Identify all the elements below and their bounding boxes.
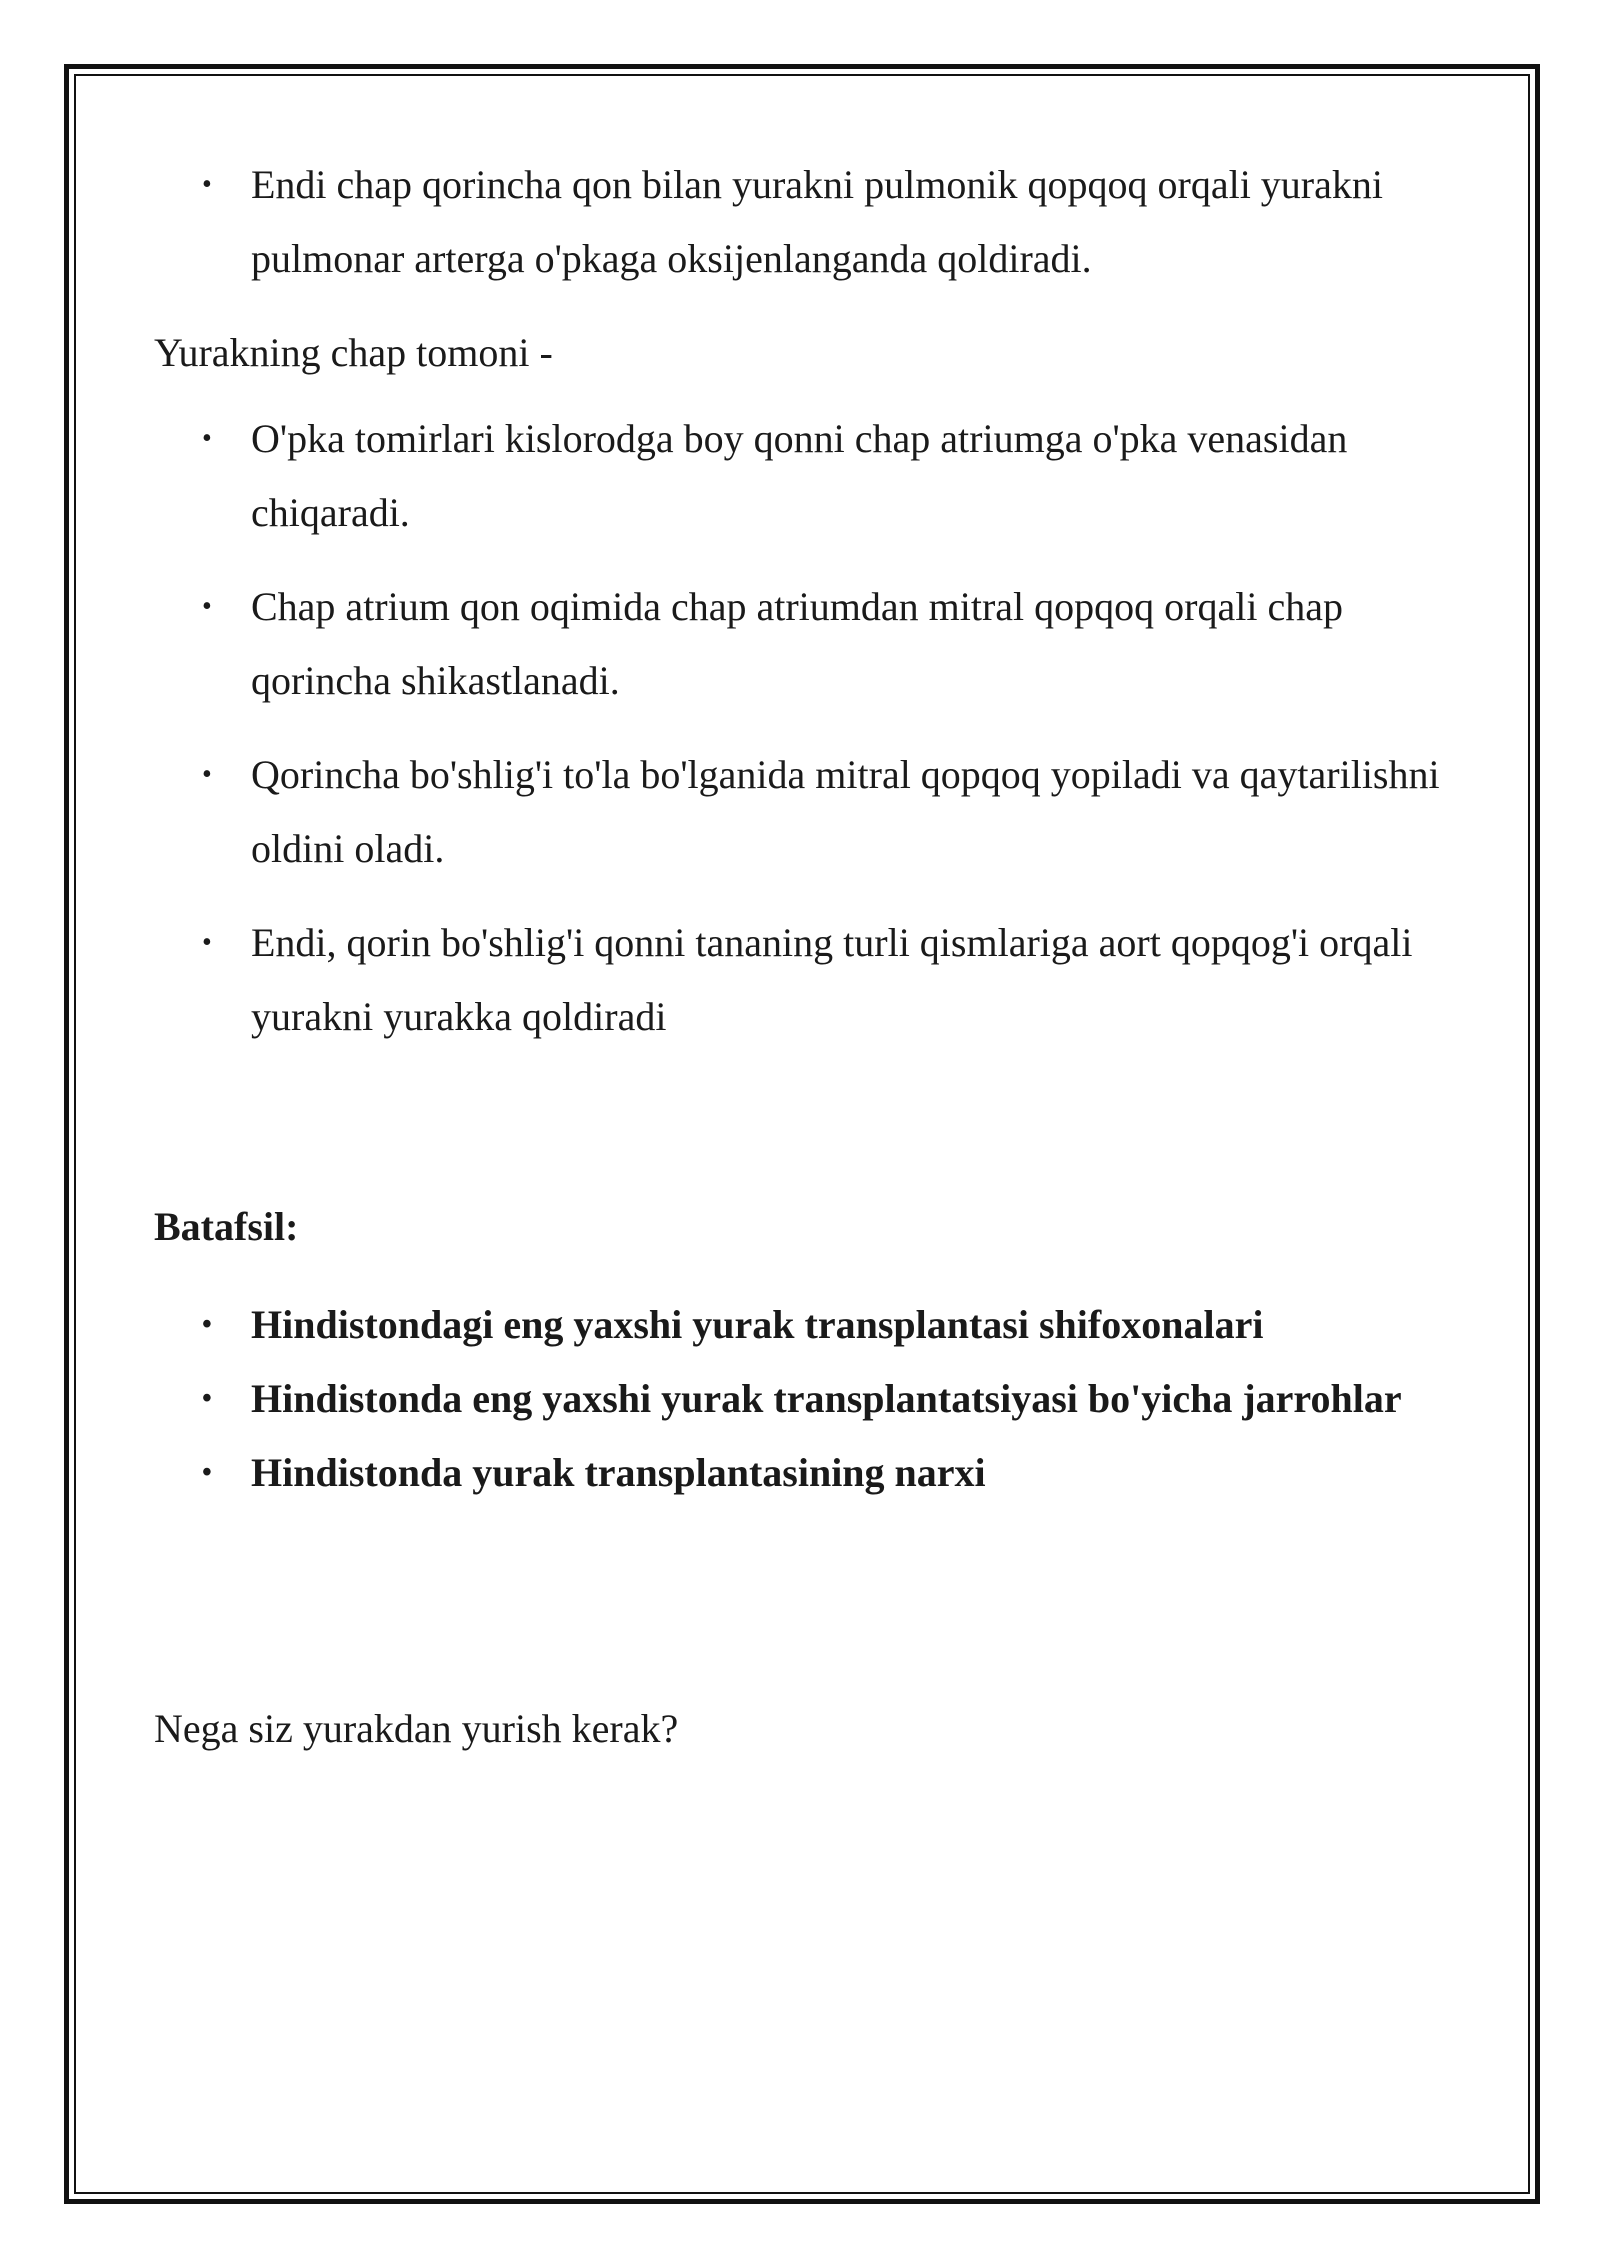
list-item-text: Endi chap qorincha qon bilan yurakni pulmonik qopqoq orqali yurakni pulmonar arterga o'pkaga oksijenlanganda qoldiradi. xyxy=(251,162,1383,281)
document-body xyxy=(154,148,1454,1766)
list-item xyxy=(154,570,1454,718)
bullet-icon: • xyxy=(202,1457,212,1488)
bullet-icon: • xyxy=(202,169,212,200)
bullet-icon: • xyxy=(202,423,212,454)
related-link-text[interactable]: Hindistonda eng yaxshi yurak transplantatsiyasi bo'yicha jarrohlar xyxy=(251,1376,1402,1421)
related-link-item[interactable] xyxy=(154,1362,1454,1436)
list-item xyxy=(154,906,1454,1054)
related-link-text[interactable]: Hindistondagi eng yaxshi yurak transplantasi shifoxonalari xyxy=(251,1302,1264,1347)
bullet-icon: • xyxy=(202,1309,212,1340)
bullet-icon: • xyxy=(202,927,212,958)
list-item xyxy=(154,402,1454,550)
bullet-icon: • xyxy=(202,1383,212,1414)
left-side-list xyxy=(154,402,1454,1054)
list-item-text: Chap atrium qon oqimida chap atriumdan mitral qopqoq orqali chap qorincha shikastlanadi. xyxy=(251,584,1343,703)
bullet-icon: • xyxy=(202,591,212,622)
list-item xyxy=(154,148,1454,296)
closing-question: Nega siz yurakdan yurish kerak? xyxy=(154,1706,679,1751)
list-item-text: Endi, qorin bo'shlig'i qonni tananing turli qismlariga aort qopqog'i orqali yurakni yurakka qoldiradi xyxy=(251,920,1413,1039)
list-item-text: O'pka tomirlari kislorodga boy qonni chap atriumga o'pka venasidan chiqaradi. xyxy=(251,416,1348,535)
list-item xyxy=(154,738,1454,886)
bullet-icon: • xyxy=(202,759,212,790)
related-links-list xyxy=(154,1288,1454,1510)
list-item-text: Qorincha bo'shlig'i to'la bo'lganida mitral qopqoq yopiladi va qaytarilishni oldini oladi. xyxy=(251,752,1440,871)
related-link-item[interactable] xyxy=(154,1436,1454,1510)
related-link-item[interactable] xyxy=(154,1288,1454,1362)
more-heading: Batafsil: xyxy=(154,1204,299,1249)
section-heading-left-side: Yurakning chap tomoni - xyxy=(154,330,553,375)
related-link-text[interactable]: Hindistonda yurak transplantasining narxi xyxy=(251,1450,986,1495)
intro-list xyxy=(154,148,1454,296)
